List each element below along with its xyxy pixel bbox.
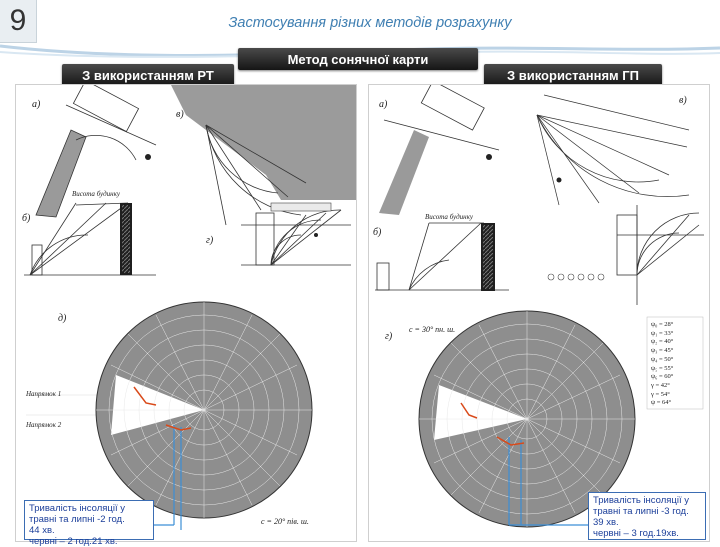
- banner-gp-method: З використанням ГП: [484, 64, 662, 86]
- right-label-a: а): [379, 99, 388, 110]
- right-label-v: в): [679, 95, 687, 106]
- legend-item: ψ₄ = 50°: [651, 355, 674, 363]
- legend-item: ψ₅ = 55°: [651, 364, 674, 372]
- left-note-line-4: червні – 2 год.21 хв.: [29, 536, 118, 547]
- right-label-g: г): [385, 331, 393, 342]
- left-insolation-note: [24, 500, 154, 547]
- right-diagram-drawing: [369, 85, 709, 541]
- right-label-house-height: Висота будинку: [425, 213, 474, 221]
- legend-item: ψ₆ = 60°: [651, 373, 674, 381]
- left-label-house-height: Висота будинку: [72, 190, 121, 198]
- slide-title: Застосування різних методів розрахунку: [228, 15, 512, 31]
- left-label-a: а): [32, 99, 41, 110]
- left-diagram-panel: [15, 84, 357, 542]
- left-note-line-1: Тривалість інсоляції у: [29, 503, 125, 514]
- banner-rt-method: З використанням РТ: [62, 64, 234, 86]
- left-label-ray1: Напрямок 1: [26, 390, 62, 398]
- legend-item: ψ₁ = 33°: [651, 329, 674, 337]
- left-note-line-3: 44 хв.: [29, 525, 55, 536]
- left-label-v: в): [176, 109, 184, 120]
- right-legend: [651, 321, 703, 408]
- right-label-scale: с = 30° пн. ш.: [409, 325, 456, 334]
- right-note-line-1: Тривалість інсоляції у: [593, 495, 689, 506]
- left-label-b: б): [22, 213, 31, 224]
- right-note-line-4: червні – 3 год.19хв.: [593, 528, 679, 539]
- legend-item: γ = 54°: [651, 390, 670, 398]
- legend-item: ψ₃ = 45°: [651, 347, 674, 355]
- right-note-line-2: травні та липні -3 год.: [593, 506, 689, 517]
- legend-item: ψ₀ = 28°: [651, 321, 674, 328]
- right-insolation-note: [588, 492, 706, 540]
- left-label-g: г): [206, 235, 214, 246]
- banner-sun-map-method: Метод сонячної карти: [238, 48, 478, 70]
- slide-number: 9: [0, 0, 37, 43]
- left-note-line-2: травні та липні -2 год.: [29, 514, 125, 525]
- right-label-b: б): [373, 227, 382, 238]
- left-diagram-drawing: [16, 85, 356, 541]
- left-label-ray2: Напрямок 2: [26, 421, 62, 429]
- right-diagram-panel: [368, 84, 710, 542]
- legend-item: ψ₂ = 40°: [651, 338, 674, 346]
- left-label-scale: с = 20° пів. ш.: [261, 517, 309, 526]
- left-label-d: д): [58, 313, 67, 324]
- legend-item: γ = 42°: [651, 381, 670, 389]
- right-note-line-3: 39 хв.: [593, 517, 619, 528]
- legend-item: ψ = 64°: [651, 399, 672, 407]
